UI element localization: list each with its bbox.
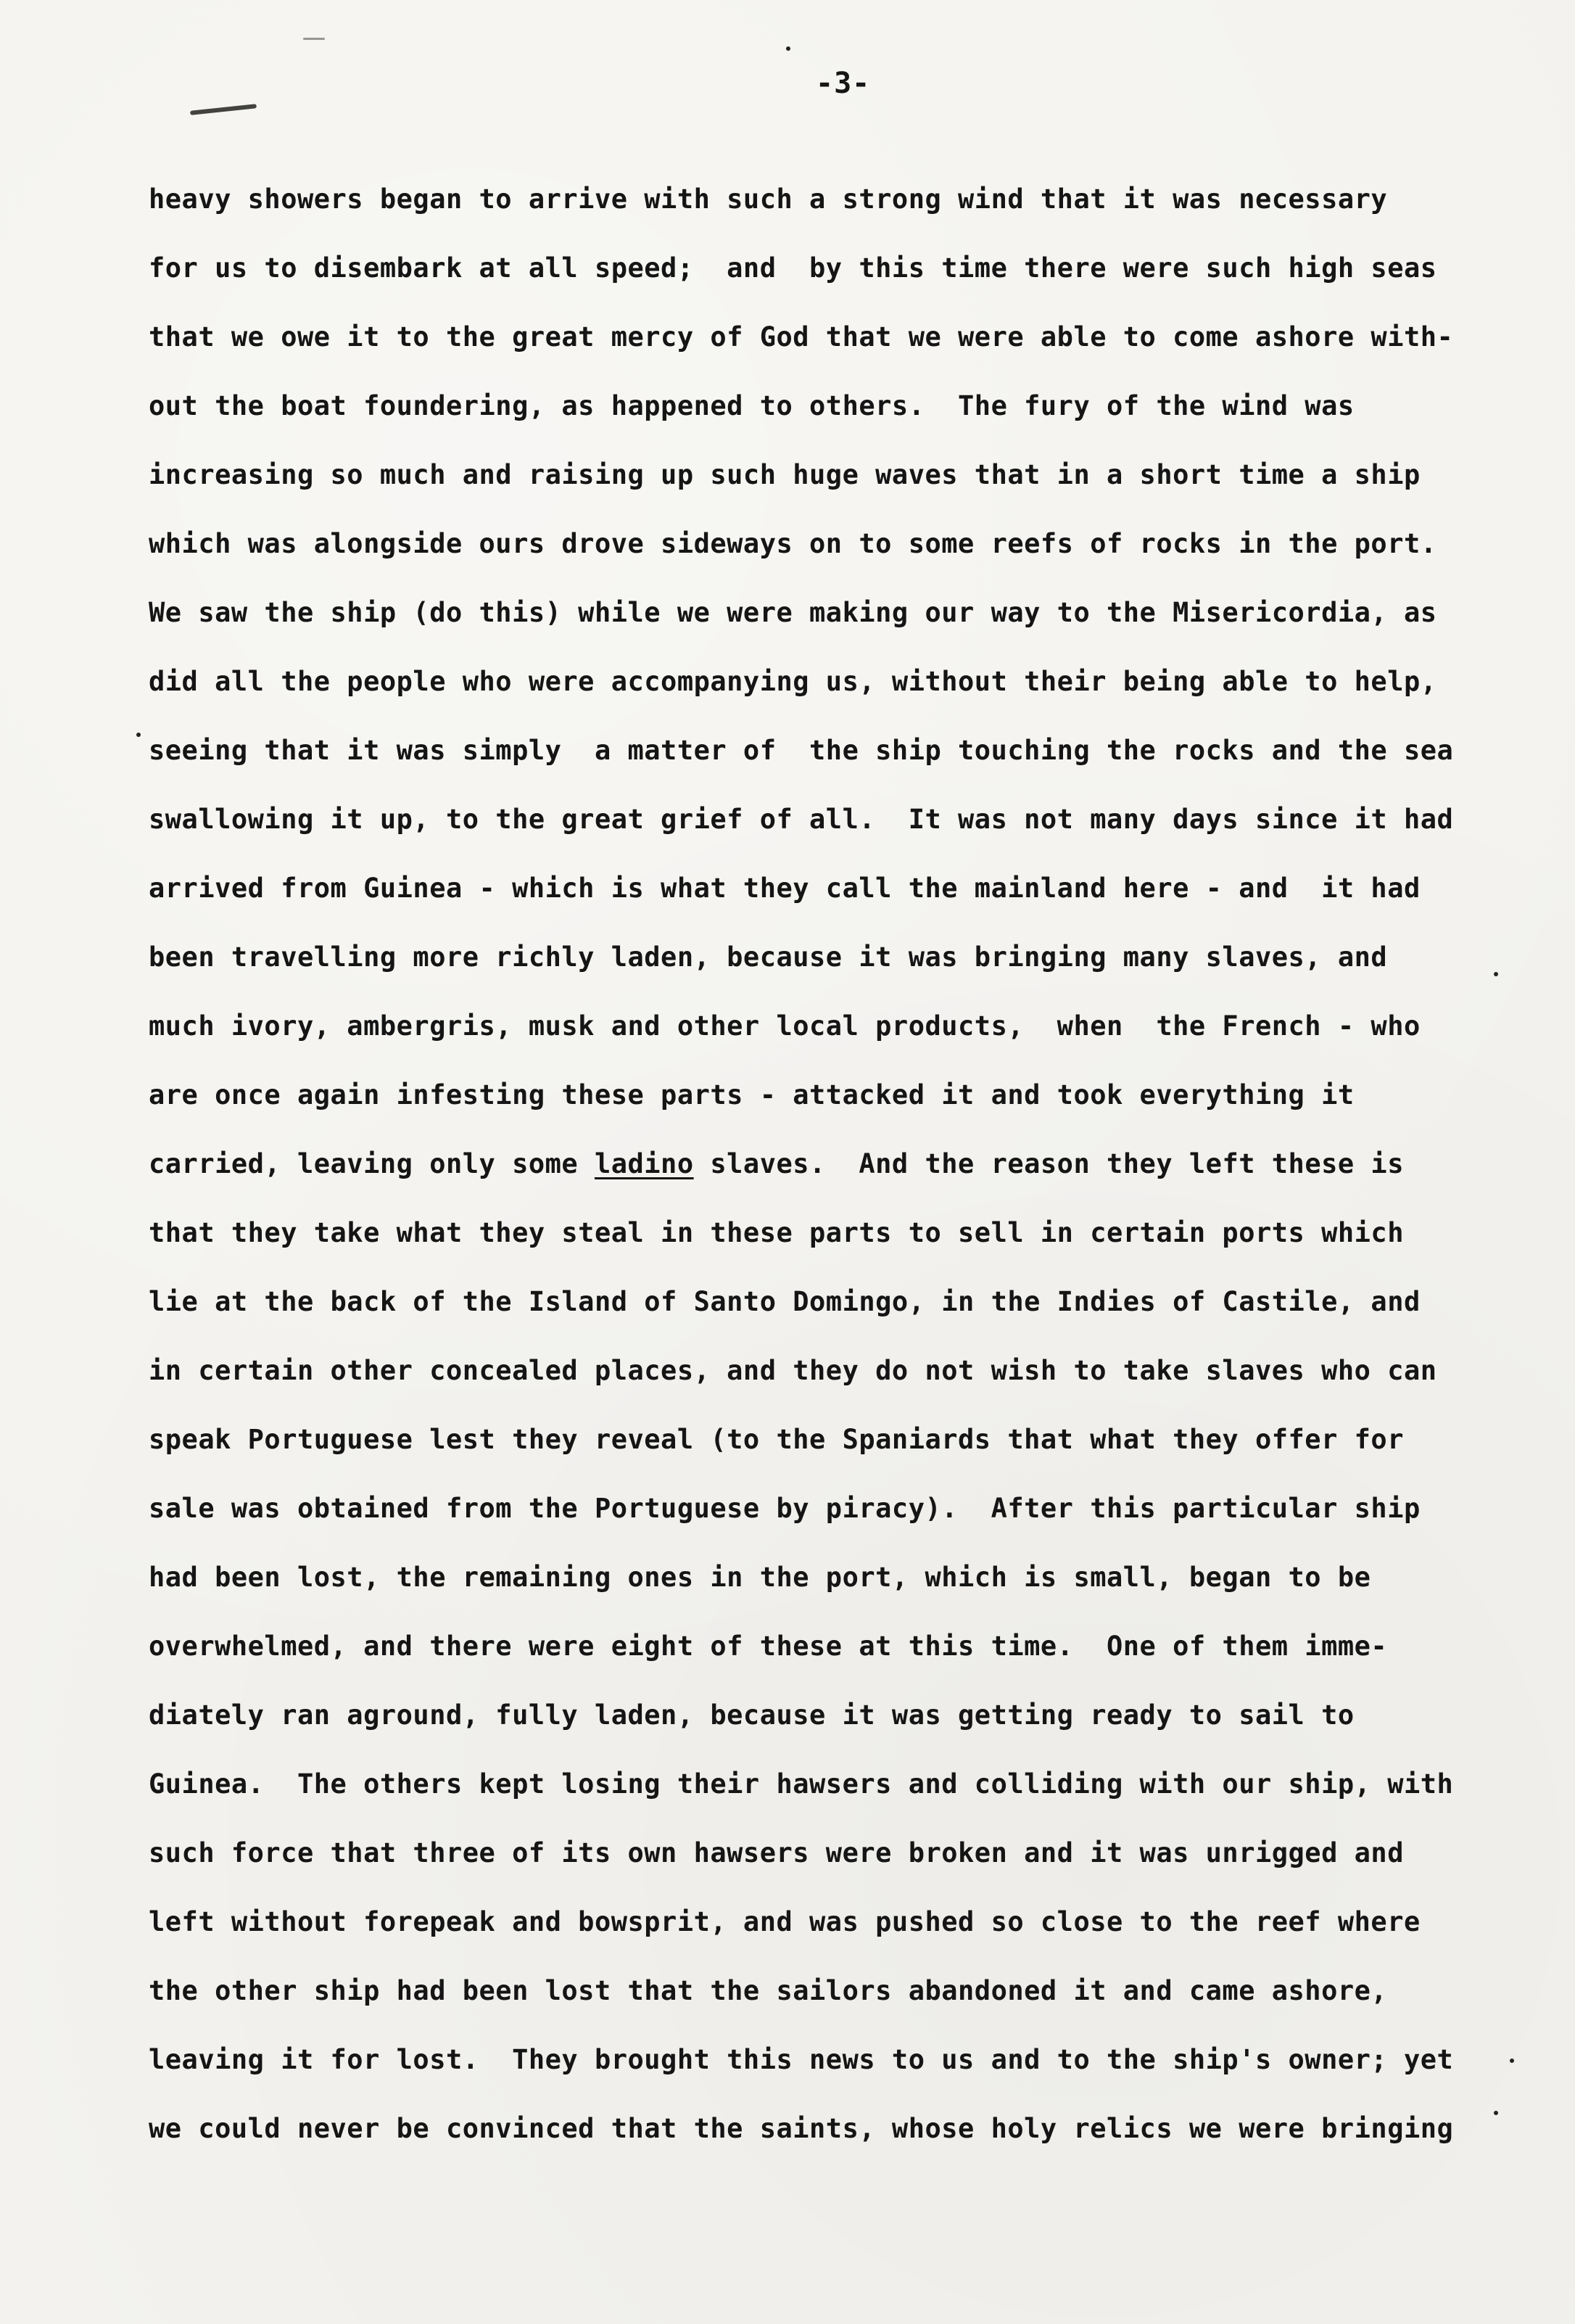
text-line: for us to disembark at all speed; and by this time there were such high seas (149, 252, 1437, 284)
text-line: the other ship had been lost that the sailors abandoned it and came ashore, (149, 1975, 1388, 2006)
text-line: speak Portuguese lest they reveal (to the Spaniards that what they offer for (149, 1424, 1404, 1455)
text-line: leaving it for lost. They brought this news to us and to the ship's owner; yet (149, 2044, 1454, 2075)
text-line: did all the people who were accompanying us, without their being able to help, (149, 666, 1437, 697)
text-line: that they take what they steal in these parts to sell in certain ports which (149, 1217, 1404, 1248)
text-line: swallowing it up, to the great grief of all. It was not many days since it had (149, 804, 1454, 835)
ink-mark (303, 38, 325, 40)
ink-speck (786, 46, 790, 51)
text-line: had been lost, the remaining ones in the port, which is small, began to be (149, 1562, 1371, 1593)
text-line: which was alongside ours drove sideways on to some reefs of rocks in the port. (149, 528, 1437, 559)
text-line: out the boat foundering, as happened to others. The fury of the wind was (149, 390, 1355, 421)
text-line: lie at the back of the Island of Santo Domingo, in the Indies of Castile, and (149, 1286, 1421, 1317)
text-line: arrived from Guinea - which is what they call the mainland here - and it had (149, 873, 1421, 904)
text-line: we could never be convinced that the saints, whose holy relics we were bringing (149, 2113, 1454, 2144)
text-line: We saw the ship (do this) while we were making our way to the Misericordia, as (149, 597, 1437, 628)
text-line: in certain other concealed places, and they do not wish to take slaves who can (149, 1355, 1437, 1386)
text-line: diately ran aground, fully laden, because it was getting ready to sail to (149, 1699, 1355, 1731)
underlined-word: ladino (594, 1148, 694, 1179)
text-line: seeing that it was simply a matter of the ship touching the rocks and the sea (149, 735, 1454, 766)
ink-speck (136, 733, 141, 737)
text-line: left without forepeak and bowsprit, and was pushed so close to the reef where (149, 1906, 1421, 1937)
text-segment: carried, leaving only some (149, 1148, 595, 1179)
text-line: such force that three of its own hawsers were broken and it was unrigged and (149, 1837, 1404, 1868)
text-line: much ivory, ambergris, musk and other local products, when the French - who (149, 1010, 1421, 1042)
text-segment: slaves. And the reason they left these is (693, 1148, 1404, 1179)
text-line: that we owe it to the great mercy of God that we were able to come ashore with- (149, 321, 1454, 353)
text-line: been travelling more richly laden, because it was bringing many slaves, and (149, 941, 1388, 973)
page-number: -3- (816, 67, 871, 100)
text-line: Guinea. The others kept losing their hawsers and colliding with our ship, with (149, 1768, 1454, 1800)
text-line: increasing so much and raising up such huge waves that in a short time a ship (149, 459, 1421, 490)
text-line: overwhelmed, and there were eight of these at this time. One of them imme- (149, 1631, 1388, 1662)
text-line: are once again infesting these parts - attacked it and took everything it (149, 1079, 1355, 1111)
text-line: sale was obtained from the Portuguese by piracy). After this particular ship (149, 1493, 1421, 1524)
ink-mark (190, 104, 257, 115)
text-line: heavy showers began to arrive with such a strong wind that it was necessary (149, 184, 1388, 215)
text-line (149, 1135, 1526, 1204)
body-text (149, 170, 1526, 2169)
